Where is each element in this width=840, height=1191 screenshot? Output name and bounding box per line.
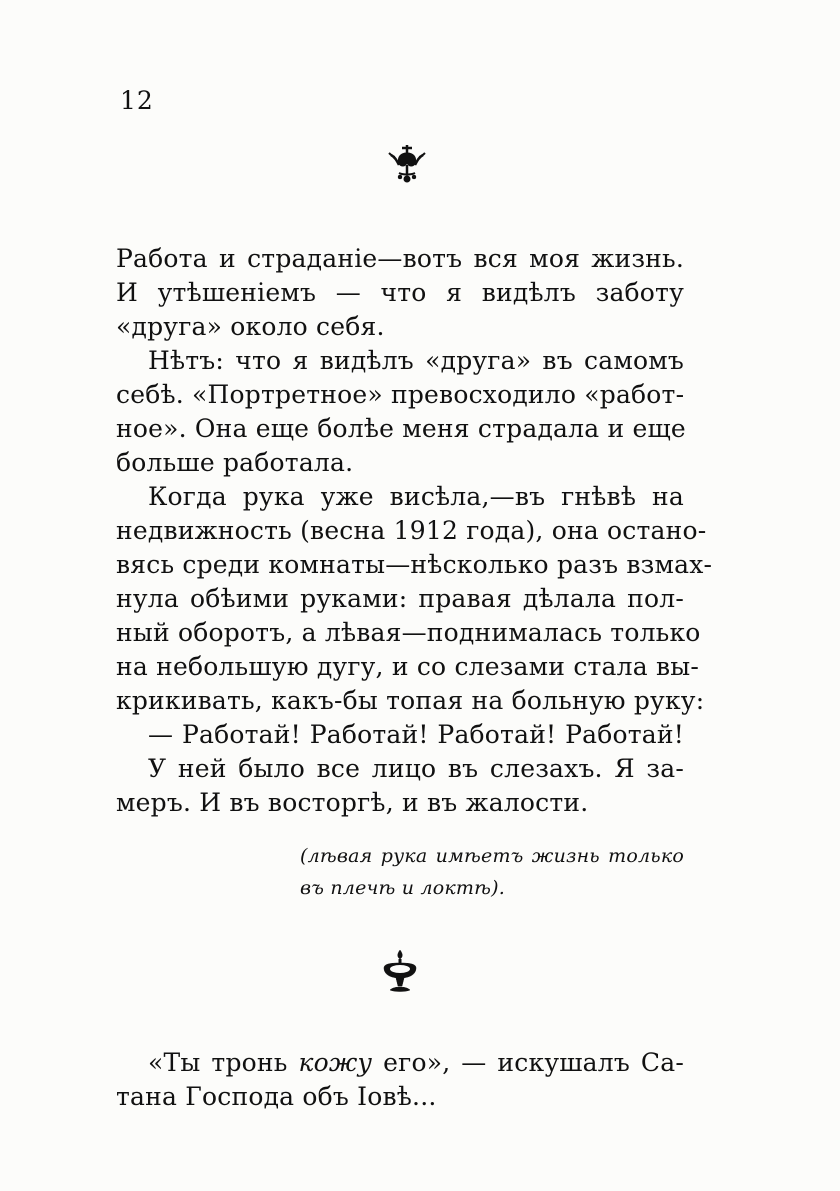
page-number: 12 [120,86,154,115]
text-line: себѣ. «Портретное» превосходило «работ- [116,380,685,409]
text-line [116,1046,684,1080]
text-line: на небольшую дугу, и со слезами стала вы- [116,652,700,681]
footnote-line: (лѣвая рука имѣетъ жизнь только [300,845,684,867]
text-line: И утѣшеніемъ — что я видѣлъ заботу [116,278,684,307]
text-line: У ней было все лицо въ слезахъ. Я за- [148,754,684,783]
main-text [116,242,713,820]
second-text [116,1046,684,1114]
footnote [300,840,684,904]
text-line: недвижность (весна 1912 года), она остано- [116,516,707,545]
text-line: меръ. И въ восторгѣ, и въ жалости. [116,788,589,817]
text-line: — Работай! Работай! Работай! Работай! [148,720,684,749]
emphasis-word: кожу [298,1048,373,1077]
text-line: крикивать, какъ-бы топая на больную руку: [116,686,705,715]
text-line: Когда рука уже висѣла,—въ гнѣвѣ на [148,482,684,511]
text-line: больше работала. [116,448,354,477]
footnote-line: въ плечѣ и локтѣ). [300,877,505,899]
fleuron-ornament-icon [387,143,427,183]
text-line: «друга» около себя. [116,312,385,341]
text-line: нула обѣими руками: правая дѣлала пол- [116,584,684,613]
text-line: ное». Она еще болѣе меня страдала и еще [116,414,686,443]
lamp-ornament-icon [380,948,420,998]
text-line: вясь среди комнаты—нѣсколько разъ взмах- [116,550,713,579]
text-line: Нѣтъ: что я видѣлъ «друга» въ самомъ [148,346,684,375]
text-line: Работа и страданіе—вотъ вся моя жизнь. [116,244,684,273]
text-line: тана Господа объ Іовѣ... [116,1082,437,1111]
text-fragment: его», — искушалъ Са- [372,1048,684,1077]
text-line: ный оборотъ, а лѣвая—поднималась только [116,618,701,647]
text-fragment: «Ты тронь [148,1048,299,1077]
